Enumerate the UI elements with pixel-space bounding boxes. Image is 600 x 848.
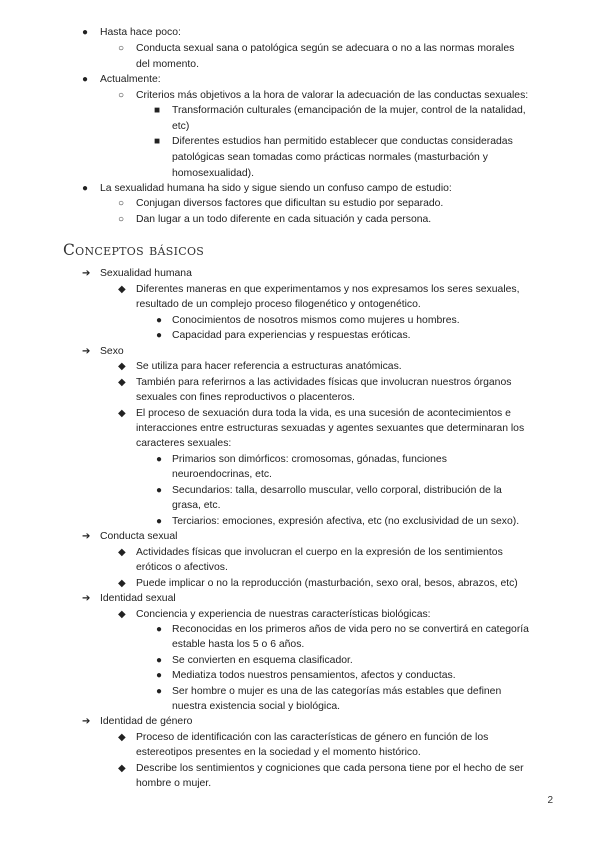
text-line: Reconocidas en los primeros años de vida pero no se convertirá en categoría: [172, 624, 529, 635]
text-line: Capacidad para experiencias y respuestas eróticas.: [172, 330, 411, 341]
diamond-bullet-icon: ◆: [118, 408, 126, 419]
bullet-icon: ●: [156, 655, 163, 666]
text-line: etc): [172, 121, 190, 132]
text-line: Diferentes estudios han permitido establecer que conductas consideradas: [172, 136, 513, 147]
text-line: Se utiliza para hacer referencia a estructuras anatómicas.: [136, 361, 402, 372]
text-line: Diferentes maneras en que experimentamos y nos expresamos los seres sexuales,: [136, 284, 520, 295]
text-line: eróticos o afectivos.: [136, 562, 228, 573]
text-line: Conciencia y experiencia de nuestras características biológicas:: [136, 609, 431, 620]
text-line: Primarios son dimórficos: cromosomas, gónadas, funciones: [172, 454, 447, 465]
bullet-icon: ●: [156, 454, 163, 465]
bullet-icon: ●: [82, 74, 89, 85]
text-line: homosexualidad).: [172, 168, 255, 179]
text-line: sexuales con fines reproductivos o placenteros.: [136, 392, 355, 403]
diamond-bullet-icon: ◆: [118, 763, 126, 774]
text-line: Conducta sexual: [100, 531, 178, 542]
arrow-bullet-icon: ➔: [82, 593, 91, 604]
text-line: La sexualidad humana ha sido y sigue siendo un confuso campo de estudio:: [100, 183, 452, 194]
circle-bullet-icon: ○: [118, 214, 125, 225]
diamond-bullet-icon: ◆: [118, 732, 126, 743]
text-line: Transformación culturales (emancipación de la mujer, control de la natalidad,: [172, 105, 526, 116]
arrow-bullet-icon: ➔: [82, 346, 91, 357]
text-line: Describe los sentimientos y cogniciones que cada persona tiene por el hecho de ser: [136, 763, 524, 774]
text-line: Actualmente:: [100, 74, 161, 85]
bullet-icon: ●: [82, 27, 89, 38]
text-line: nuestra existencia social y biológica.: [172, 701, 341, 712]
text-line: También para referirnos a las actividades físicas que involucran nuestros órganos: [136, 377, 512, 388]
text-line: Puede implicar o no la reproducción (masturbación, sexo oral, besos, abrazos, etc): [136, 578, 518, 589]
text-line: Sexualidad humana: [100, 268, 192, 279]
text-line: Conjugan diversos factores que dificultan su estudio por separado.: [136, 198, 444, 209]
text-line: Ser hombre o mujer es una de las categorías más estables que definen: [172, 686, 502, 697]
text-line: estereotipos presentes en la sociedad y el momento histórico.: [136, 747, 421, 758]
text-line: Actividades físicas que involucran el cuerpo en la expresión de los sentimientos: [136, 547, 503, 558]
diamond-bullet-icon: ◆: [118, 578, 126, 589]
text-line: Identidad de género: [100, 716, 193, 727]
square-bullet-icon: ■: [154, 105, 161, 116]
text-line: Se convierten en esquema clasificador.: [172, 655, 353, 666]
text-line: Secundarios: talla, desarrollo muscular, vello corporal, distribución de la: [172, 485, 502, 496]
diamond-bullet-icon: ◆: [118, 377, 126, 388]
diamond-bullet-icon: ◆: [118, 547, 126, 558]
text-line: El proceso de sexuación dura toda la vida, es una sucesión de acontecimientos e: [136, 408, 511, 419]
bullet-icon: ●: [156, 670, 163, 681]
bullet-icon: ●: [156, 315, 163, 326]
text-line: Sexo: [100, 346, 124, 357]
circle-bullet-icon: ○: [118, 43, 125, 54]
text-line: hombre o mujer.: [136, 778, 212, 789]
text-line: grasa, etc.: [172, 500, 221, 511]
diamond-bullet-icon: ◆: [118, 609, 126, 620]
bullet-icon: ●: [156, 516, 163, 527]
text-line: neuroendocrinas, etc.: [172, 469, 272, 480]
bullet-icon: ●: [156, 330, 163, 341]
arrow-bullet-icon: ➔: [82, 268, 91, 279]
text-line: Terciarios: emociones, expresión afectiva, etc (no exclusividad de un sexo).: [172, 516, 520, 527]
text-line: estable hasta los 5 o 6 años.: [172, 639, 305, 650]
square-bullet-icon: ■: [154, 136, 161, 147]
text-line: Identidad sexual: [100, 593, 176, 604]
diamond-bullet-icon: ◆: [118, 284, 126, 295]
arrow-bullet-icon: ➔: [82, 716, 91, 727]
text-line: Proceso de identificación con las características de género en función de los: [136, 732, 489, 743]
page-number: 2: [547, 795, 553, 806]
section-heading: Conceptos básicos: [63, 241, 205, 259]
bullet-icon: ●: [156, 686, 163, 697]
bullet-icon: ●: [82, 183, 89, 194]
text-line: interacciones entre estructuras sexuadas y agentes sexuantes que determinaran los: [136, 423, 525, 434]
text-line: del momento.: [136, 59, 199, 70]
text-line: Conocimientos de nosotros mismos como mujeres u hombres.: [172, 315, 460, 326]
circle-bullet-icon: ○: [118, 198, 125, 209]
bullet-icon: ●: [156, 624, 163, 635]
text-line: Mediatiza todos nuestros pensamientos, afectos y conductas.: [172, 670, 456, 681]
circle-bullet-icon: ○: [118, 90, 125, 101]
text-line: Conducta sexual sana o patológica según se adecuara o no a las normas morales: [136, 43, 515, 54]
text-line: caracteres sexuales:: [136, 438, 232, 449]
text-line: resultado de un complejo proceso filogenético y ontogenético.: [136, 299, 421, 310]
text-line: patológicas sean tomadas como prácticas normales (masturbación y: [172, 152, 488, 163]
bullet-icon: ●: [156, 485, 163, 496]
arrow-bullet-icon: ➔: [82, 531, 91, 542]
diamond-bullet-icon: ◆: [118, 361, 126, 372]
text-line: Hasta hace poco:: [100, 27, 181, 38]
text-line: Dan lugar a un todo diferente en cada situación y cada persona.: [136, 214, 432, 225]
text-line: Criterios más objetivos a la hora de valorar la adecuación de las conductas sexuales:: [136, 90, 529, 101]
